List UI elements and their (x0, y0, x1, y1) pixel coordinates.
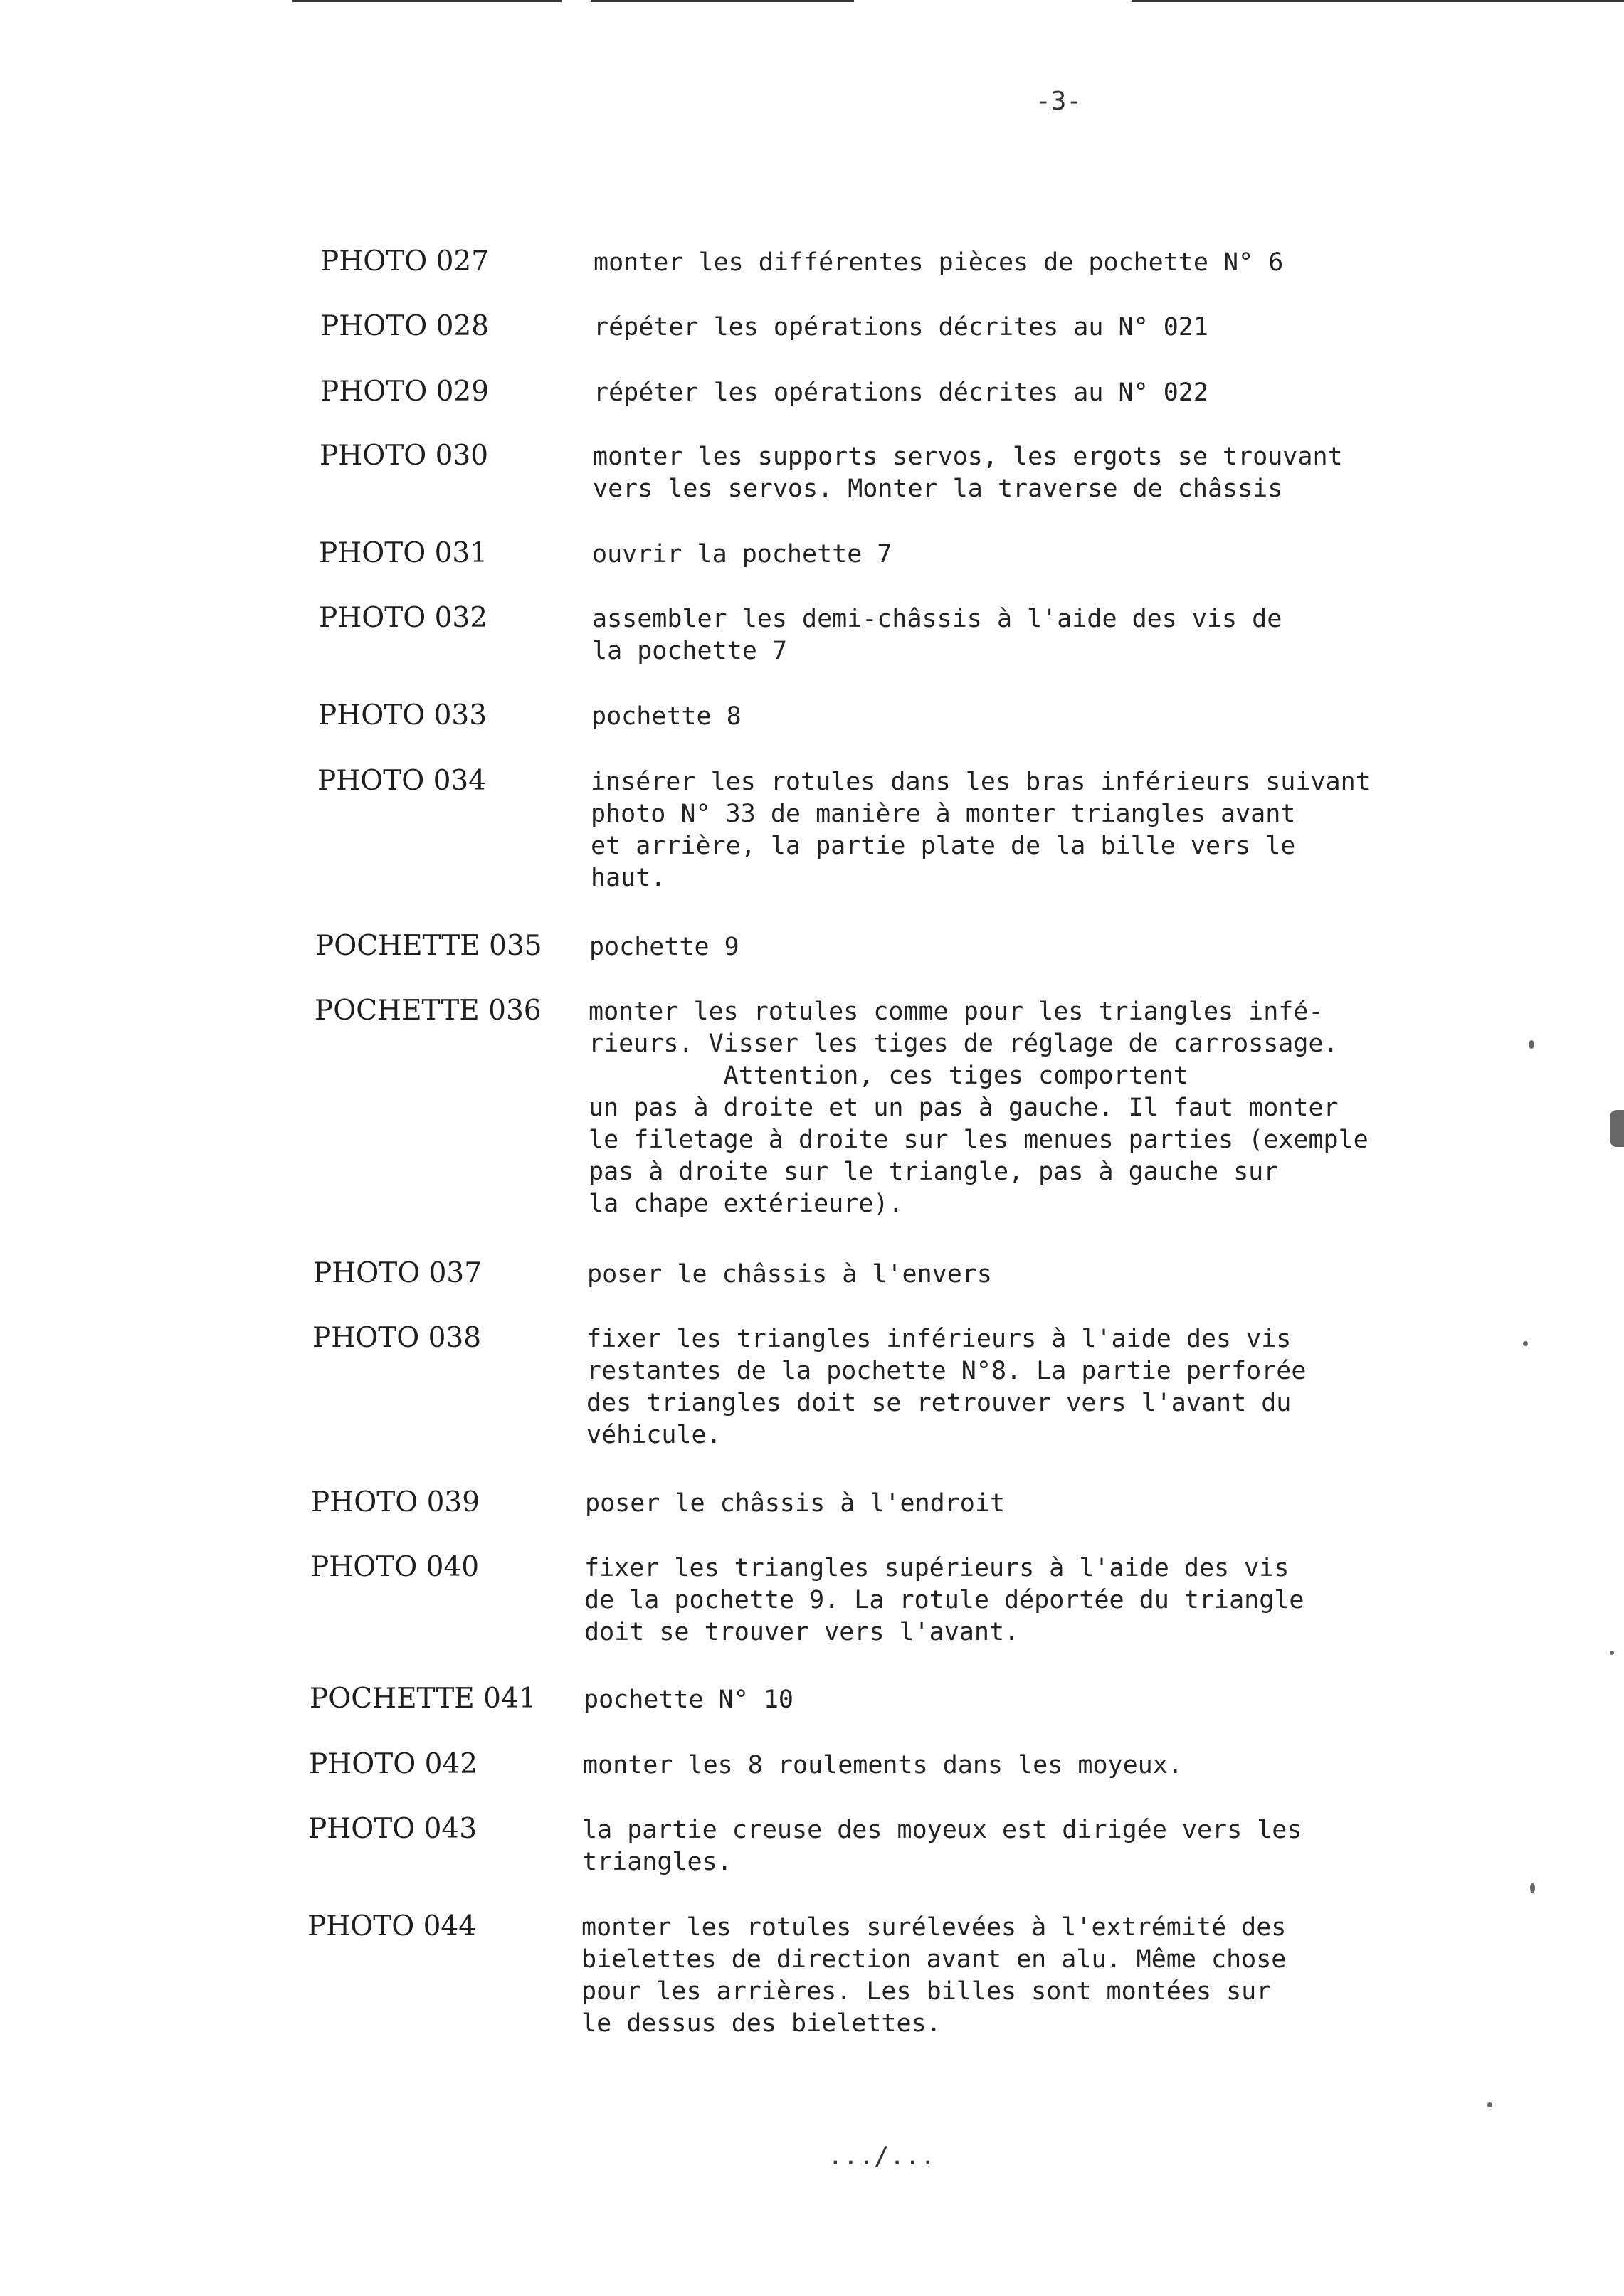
instruction-text-line: insérer les rotules dans les bras inférieurs suivant (591, 768, 1371, 796)
instruction-text-line: rieurs. Visser les tiges de réglage de carrossage. (589, 1030, 1339, 1058)
instruction-text-line: de la pochette 9. La rotule déportée du triangle (584, 1586, 1304, 1614)
instruction-label: PHOTO 028 (320, 310, 490, 342)
instruction-text-line: des triangles doit se retrouver vers l'avant du (586, 1389, 1292, 1417)
instruction-text-line: le filetage à droite sur les menues parties (exemple (589, 1126, 1369, 1154)
instruction-text-line: fixer les triangles supérieurs à l'aide des vis (584, 1554, 1290, 1582)
instruction-text-line: ouvrir la pochette 7 (592, 540, 892, 568)
scan-speck (1530, 1883, 1535, 1893)
instruction-label: PHOTO 032 (319, 602, 488, 634)
instruction-text (591, 701, 742, 733)
instruction-text (592, 603, 1282, 667)
instruction-text (594, 312, 1208, 344)
instruction-text-line: pochette N° 10 (584, 1686, 794, 1714)
instruction-text-line: pochette 8 (591, 702, 742, 731)
instruction-text (587, 1259, 992, 1291)
instruction-text (581, 1912, 1286, 2040)
instruction-label: PHOTO 042 (309, 1748, 478, 1780)
instruction-text-line: un pas à droite et un pas à gauche. Il faut monter (589, 1094, 1339, 1122)
instruction-text-line: haut. (591, 864, 666, 892)
instruction-text-line: monter les supports servos, les ergots se trouvant (593, 443, 1343, 471)
instruction-text (594, 377, 1208, 409)
instruction-text-line: répéter les opérations décrites au N° 021 (594, 313, 1208, 342)
instruction-text-line: la pochette 7 (592, 637, 787, 665)
instruction-text-line: Attention, ces tiges comportent (589, 1062, 1188, 1090)
instruction-label: PHOTO 030 (320, 440, 489, 472)
instruction-label: PHOTO 040 (310, 1551, 480, 1583)
instruction-text-line: monter les différentes pièces de pochette N° 6 (594, 248, 1284, 277)
instruction-text-line: répéter les opérations décrites au N° 022 (594, 379, 1208, 407)
instruction-text (583, 1750, 1183, 1782)
instruction-label: PHOTO 038 (312, 1322, 482, 1354)
instruction-text (593, 441, 1343, 505)
instruction-text (584, 1684, 793, 1716)
instruction-text-line: et arrière, la partie plate de la bille vers le (591, 832, 1296, 860)
instruction-label: PHOTO 044 (307, 1910, 477, 1942)
instruction-text-line: restantes de la pochette N°8. La partie perforée (586, 1357, 1307, 1385)
instruction-label: PHOTO 029 (320, 376, 490, 408)
instruction-label: PHOTO 043 (308, 1813, 478, 1845)
scan-speck (1529, 1040, 1534, 1049)
instruction-label: PHOTO 033 (318, 699, 487, 731)
instruction-text (584, 1552, 1304, 1649)
instruction-label: POCHETTE 041 (310, 1683, 537, 1715)
scan-edge-line (1132, 0, 1624, 2)
instruction-label: POCHETTE 035 (315, 930, 542, 962)
instruction-label: PHOTO 039 (311, 1486, 480, 1518)
scan-speck (1523, 1341, 1528, 1346)
instruction-label: PHOTO 034 (317, 765, 487, 797)
scan-speck (1487, 2102, 1492, 2107)
instruction-text-line: poser le châssis à l'envers (587, 1260, 992, 1289)
instruction-text-line: assembler les demi-châssis à l'aide des vis de (592, 605, 1282, 633)
instruction-text-line: photo N° 33 de manière à monter triangles avant (591, 800, 1296, 828)
instruction-text-line: fixer les triangles inférieurs à l'aide des vis (586, 1325, 1292, 1353)
instruction-label: POCHETTE 036 (315, 995, 542, 1027)
instruction-text-line: bielettes de direction avant en alu. Même chose (581, 1945, 1287, 1974)
instruction-text (592, 539, 892, 571)
page-number: -3- (1035, 87, 1082, 116)
instruction-text-line: pas à droite sur le triangle, pas à gauche sur (589, 1158, 1279, 1186)
scan-edge-line (591, 0, 854, 2)
continuation-marker: .../... (828, 2142, 936, 2171)
instruction-text (586, 1323, 1306, 1451)
instruction-text (594, 247, 1283, 279)
instruction-text-line: triangles. (582, 1848, 732, 1876)
instruction-label: PHOTO 037 (313, 1257, 483, 1289)
instruction-label: PHOTO 031 (319, 537, 488, 569)
instruction-text-line: véhicule. (586, 1421, 722, 1449)
instruction-text (582, 1814, 1302, 1878)
instruction-text-line: pochette 9 (589, 933, 739, 961)
instruction-text (591, 766, 1371, 894)
scan-speck (1610, 1110, 1624, 1147)
instruction-text-line: vers les servos. Monter la traverse de châssis (593, 475, 1283, 503)
instruction-text (589, 931, 739, 963)
instruction-text-line: le dessus des bielettes. (581, 2009, 942, 2038)
instruction-text-line: poser le châssis à l'endroit (585, 1489, 1006, 1518)
scan-edge-line (292, 0, 562, 2)
instruction-text-line: la chape extérieure). (589, 1190, 904, 1218)
instruction-text-line: pour les arrières. Les billes sont montées sur (581, 1977, 1272, 2006)
scan-speck (1610, 1651, 1614, 1655)
instruction-text-line: la partie creuse des moyeux est dirigée vers les (582, 1816, 1302, 1844)
instruction-text-line: doit se trouver vers l'avant. (584, 1618, 1020, 1646)
instruction-text-line: monter les rotules surélevées à l'extrémité des (581, 1913, 1287, 1942)
instruction-text (585, 1488, 1005, 1520)
instruction-text-line: monter les 8 roulements dans les moyeux. (583, 1751, 1183, 1779)
instruction-text (589, 996, 1369, 1220)
instruction-text-line: monter les rotules comme pour les triangles infé- (589, 998, 1324, 1026)
instruction-label: PHOTO 027 (320, 245, 490, 277)
